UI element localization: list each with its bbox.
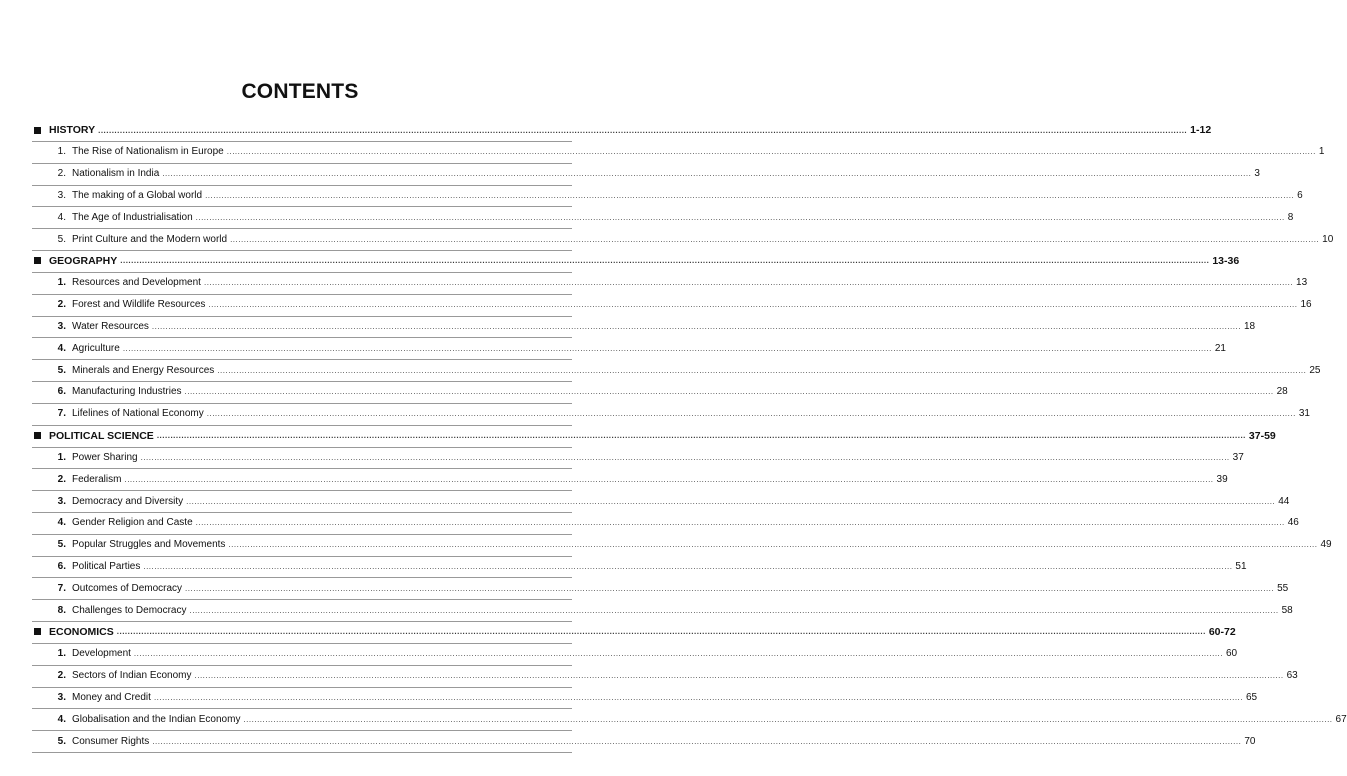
entry-number: 6. xyxy=(57,386,66,398)
leader-dots: ................................................................................................................................................................................................................................................................................................................................................................................................................ xyxy=(122,343,1212,353)
entry-page-number: 28 xyxy=(1276,386,1288,398)
section-page-range: 60-72 xyxy=(1208,625,1236,638)
entry-number: 1. xyxy=(57,146,66,158)
toc-entry[interactable] xyxy=(32,513,1299,533)
entry-title: Water Resources xyxy=(72,320,149,332)
entry-title: Democracy and Diversity xyxy=(72,495,184,507)
entry-page-number: 55 xyxy=(1277,582,1289,594)
leader-dots: ................................................................................................................................................................................................................................................................................................................................................................................................................ xyxy=(120,256,1210,266)
section-title: POLITICAL SCIENCE xyxy=(49,429,154,442)
section-heading[interactable] xyxy=(32,120,1212,140)
entry-page-number: 1 xyxy=(1318,146,1325,158)
leader-dots: ................................................................................................................................................................................................................................................................................................................................................................................................................ xyxy=(208,300,1298,310)
entry-page-number: 21 xyxy=(1214,342,1226,354)
entry-number: 4. xyxy=(57,713,66,725)
section-heading[interactable] xyxy=(32,622,1236,642)
square-bullet-icon xyxy=(34,628,41,635)
entry-number: 3. xyxy=(57,691,66,703)
section-page-range: 1-12 xyxy=(1190,124,1212,136)
leader-dots: ................................................................................................................................................................................................................................................................................................................................................................................................................ xyxy=(195,212,1285,222)
entry-number: 5. xyxy=(57,233,66,245)
entry-number: 3. xyxy=(57,320,66,332)
entry-number: 1. xyxy=(57,451,66,463)
entry-page-number: 70 xyxy=(1244,735,1256,747)
entry-title: The Rise of Nationalism in Europe xyxy=(72,146,224,158)
leader-dots: ................................................................................................................................................................................................................................................................................................................................................................................................................ xyxy=(186,496,1276,506)
toc-entry[interactable] xyxy=(32,317,1256,337)
entry-number: 5. xyxy=(57,364,66,376)
entry-page-number: 6 xyxy=(1297,189,1303,201)
entry-page-number: 13 xyxy=(1296,277,1308,289)
section-heading[interactable] xyxy=(32,251,1240,271)
entry-title: The Age of Industrialisation xyxy=(72,211,193,223)
toc-entry[interactable] xyxy=(32,338,1226,358)
entry-number: 3. xyxy=(57,189,66,201)
leader-dots: ................................................................................................................................................................................................................................................................................................................................................................................................................ xyxy=(185,583,1275,593)
entry-page-number: 63 xyxy=(1286,670,1298,682)
toc-section xyxy=(32,622,1347,753)
square-bullet-icon xyxy=(34,127,41,134)
leader-dots: ................................................................................................................................................................................................................................................................................................................................................................................................................ xyxy=(133,649,1223,659)
section-title: GEOGRAPHY xyxy=(49,254,118,267)
section-title: ECONOMICS xyxy=(49,625,114,638)
toc-entry[interactable] xyxy=(32,382,1288,402)
entry-title: Forest and Wildlife Resources xyxy=(72,299,206,311)
leader-dots: ................................................................................................................................................................................................................................................................................................................................................................................................................ xyxy=(226,147,1316,157)
leader-dots: ................................................................................................................................................................................................................................................................................................................................................................................................................ xyxy=(243,714,1333,724)
entry-title: Manufacturing Industries xyxy=(72,386,182,398)
leader-dots: ................................................................................................................................................................................................................................................................................................................................................................................................................ xyxy=(195,518,1285,528)
entry-title: Globalisation and the Indian Economy xyxy=(72,713,241,725)
toc-entry[interactable] xyxy=(32,644,1238,664)
entry-title: Resources and Development xyxy=(72,277,201,289)
entry-title: Nationalism in India xyxy=(72,168,160,180)
toc-entry[interactable] xyxy=(32,491,1290,511)
toc-entry[interactable] xyxy=(32,207,1294,227)
leader-dots: ................................................................................................................................................................................................................................................................................................................................................................................................................ xyxy=(124,474,1214,484)
entry-page-number: 46 xyxy=(1287,517,1299,529)
entry-title: Lifelines of National Economy xyxy=(72,408,204,420)
toc-entry[interactable] xyxy=(32,709,1347,729)
entry-title: The making of a Global world xyxy=(72,189,203,201)
section-heading[interactable] xyxy=(32,426,1276,446)
entry-page-number: 60 xyxy=(1225,648,1238,660)
toc-entry[interactable] xyxy=(32,186,1303,206)
toc-entry[interactable] xyxy=(32,688,1258,708)
toc-entry[interactable] xyxy=(32,229,1334,249)
leader-dots: ................................................................................................................................................................................................................................................................................................................................................................................................................ xyxy=(203,278,1294,288)
leader-dots: ................................................................................................................................................................................................................................................................................................................................................................................................................ xyxy=(217,365,1307,375)
entry-page-number: 58 xyxy=(1281,604,1293,616)
entry-number: 1. xyxy=(57,648,66,660)
entry-number: 7. xyxy=(57,408,66,420)
table-of-contents xyxy=(32,120,1347,753)
page-title: CONTENTS xyxy=(241,80,359,103)
entry-number: 7. xyxy=(57,582,66,594)
leader-dots: ................................................................................................................................................................................................................................................................................................................................................................................................................ xyxy=(116,627,1206,637)
entry-title: Consumer Rights xyxy=(72,735,150,747)
toc-entry[interactable] xyxy=(32,142,1325,162)
leader-dots: ................................................................................................................................................................................................................................................................................................................................................................................................................ xyxy=(153,692,1243,702)
entry-title: Agriculture xyxy=(72,342,120,354)
section-title: HISTORY xyxy=(49,124,96,136)
entry-number: 3. xyxy=(57,495,66,507)
entry-number: 4. xyxy=(57,211,66,223)
toc-section xyxy=(32,251,1321,426)
entry-number: 4. xyxy=(57,517,66,529)
leader-dots: ................................................................................................................................................................................................................................................................................................................................................................................................................ xyxy=(151,321,1241,331)
entry-title: Popular Struggles and Movements xyxy=(72,539,226,551)
entry-page-number: 25 xyxy=(1309,364,1321,376)
entry-title: Federalism xyxy=(72,473,122,485)
entry-page-number: 18 xyxy=(1243,320,1256,332)
entry-page-number: 67 xyxy=(1335,713,1347,725)
entry-page-number: 10 xyxy=(1322,233,1334,245)
entry-page-number: 31 xyxy=(1298,408,1310,420)
entry-title: Outcomes of Democracy xyxy=(72,582,183,594)
entry-title: Political Parties xyxy=(72,560,141,572)
entry-page-number: 39 xyxy=(1216,473,1228,485)
entry-page-number: 49 xyxy=(1320,539,1332,551)
leader-dots: ................................................................................................................................................................................................................................................................................................................................................................................................................ xyxy=(230,234,1320,244)
entry-number: 4. xyxy=(57,342,66,354)
entry-number: 2. xyxy=(57,473,66,485)
toc-entry[interactable] xyxy=(32,469,1228,489)
entry-page-number: 16 xyxy=(1300,299,1312,311)
entry-number: 5. xyxy=(57,539,66,551)
entry-page-number: 44 xyxy=(1278,495,1290,507)
toc-entry[interactable] xyxy=(32,557,1247,577)
entry-number: 2. xyxy=(57,168,66,180)
leader-dots: ................................................................................................................................................................................................................................................................................................................................................................................................................ xyxy=(98,125,1188,135)
leader-dots: ................................................................................................................................................................................................................................................................................................................................................................................................................ xyxy=(156,431,1246,441)
toc-entry[interactable] xyxy=(32,164,1260,184)
entry-number: 2. xyxy=(57,670,66,682)
entry-title: Money and Credit xyxy=(72,691,151,703)
toc-entry[interactable] xyxy=(32,600,1293,620)
entry-title: Development xyxy=(72,648,131,660)
entry-title: Challenges to Democracy xyxy=(72,604,187,616)
toc-entry[interactable] xyxy=(32,448,1244,468)
toc-entry[interactable] xyxy=(32,360,1321,380)
leader-dots: ................................................................................................................................................................................................................................................................................................................................................................................................................ xyxy=(189,605,1279,615)
entry-title: Minerals and Energy Resources xyxy=(72,364,215,376)
square-bullet-icon xyxy=(34,257,41,264)
entry-number: 6. xyxy=(57,560,66,572)
entry-title: Print Culture and the Modern world xyxy=(72,233,228,245)
toc-entry[interactable] xyxy=(32,731,1256,751)
toc-entry[interactable] xyxy=(32,578,1289,598)
entry-title: Sectors of Indian Economy xyxy=(72,670,192,682)
row-divider xyxy=(32,752,572,753)
toc-section xyxy=(32,426,1332,622)
section-page-range: 13-36 xyxy=(1212,254,1240,267)
entry-number: 5. xyxy=(57,735,66,747)
leader-dots: ................................................................................................................................................................................................................................................................................................................................................................................................................ xyxy=(194,671,1284,681)
leader-dots: ................................................................................................................................................................................................................................................................................................................................................................................................................ xyxy=(184,387,1274,397)
entry-title: Gender Religion and Caste xyxy=(72,517,193,529)
entry-title: Power Sharing xyxy=(72,451,138,463)
leader-dots: ................................................................................................................................................................................................................................................................................................................................................................................................................ xyxy=(152,736,1242,746)
toc-entry[interactable] xyxy=(32,535,1332,555)
toc-entry[interactable] xyxy=(32,273,1308,293)
leader-dots: ................................................................................................................................................................................................................................................................................................................................................................................................................ xyxy=(143,561,1233,571)
entry-page-number: 51 xyxy=(1235,560,1247,572)
toc-entry[interactable] xyxy=(32,404,1310,424)
entry-page-number: 37 xyxy=(1232,451,1244,463)
leader-dots: ................................................................................................................................................................................................................................................................................................................................................................................................................ xyxy=(162,169,1252,179)
leader-dots: ................................................................................................................................................................................................................................................................................................................................................................................................................ xyxy=(206,409,1296,419)
leader-dots: ................................................................................................................................................................................................................................................................................................................................................................................................................ xyxy=(205,190,1295,200)
square-bullet-icon xyxy=(34,432,41,439)
toc-entry[interactable] xyxy=(32,295,1312,315)
entry-number: 2. xyxy=(57,299,66,311)
entry-number: 8. xyxy=(57,604,66,616)
entry-page-number: 8 xyxy=(1287,211,1294,223)
toc-entry[interactable] xyxy=(32,666,1298,686)
entry-number: 1. xyxy=(57,277,66,289)
leader-dots: ................................................................................................................................................................................................................................................................................................................................................................................................................ xyxy=(228,540,1318,550)
entry-page-number: 65 xyxy=(1246,691,1258,703)
section-page-range: 37-59 xyxy=(1248,429,1276,442)
leader-dots: ................................................................................................................................................................................................................................................................................................................................................................................................................ xyxy=(140,452,1230,462)
toc-section xyxy=(32,120,1334,251)
entry-page-number: 3 xyxy=(1254,168,1260,180)
